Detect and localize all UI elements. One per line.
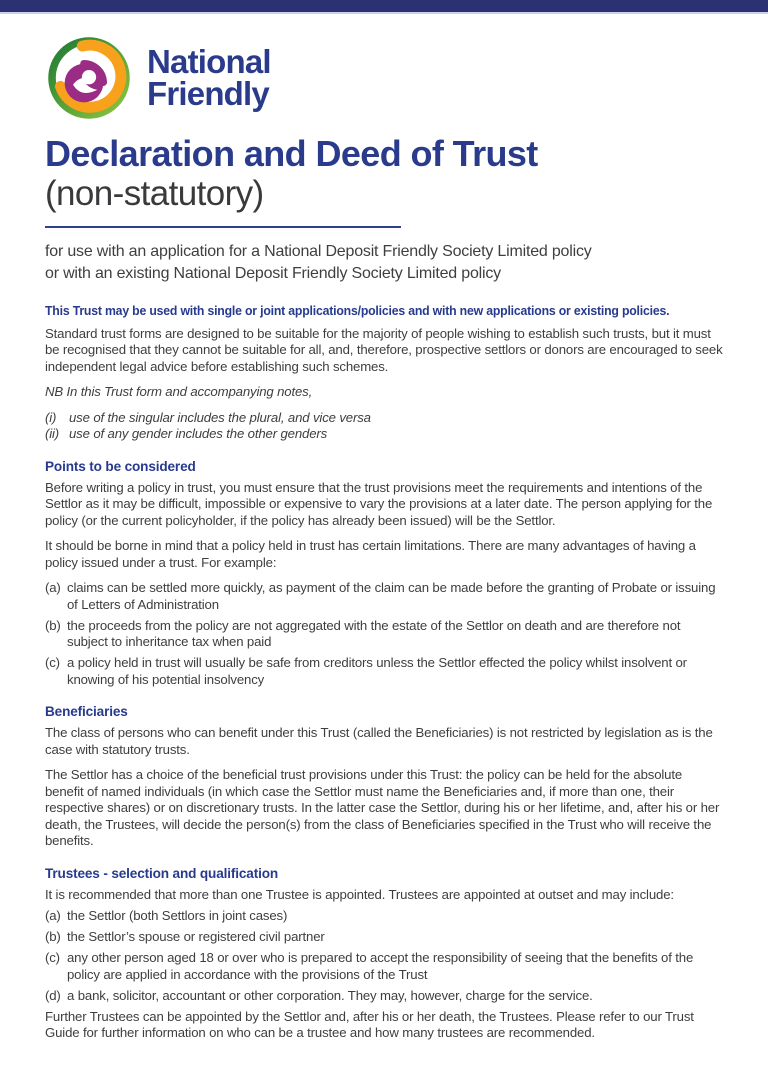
intro-paragraph: Standard trust forms are designed to be suitable for the majority of people wishing to establish such trusts, but it must be recognised that they cannot be suitable for all, and, therefore, prospective settlors or donors are encouraged to seek independent legal advice before establishing such schemes.	[45, 325, 723, 374]
trustees-item-d	[45, 988, 723, 1005]
national-friendly-swirl-icon	[47, 36, 131, 120]
points-item-c-label: (c)	[45, 655, 60, 671]
trustees-item-c	[45, 950, 723, 983]
nb-item-i	[45, 410, 723, 427]
points-paragraph-1: Before writing a policy in trust, you must ensure that the trust provisions meet the requirements and intentions of the Settlor as it may be difficult, impossible or expensive to vary the provisions at a later date. The person applying for the policy (or the current policyholder, if the policy has already been issued) will be the Settlor.	[45, 479, 713, 528]
section-heading-beneficiaries: Beneficiaries	[45, 704, 128, 720]
trustees-item-c-text: any other person aged 18 or over who is prepared to accept the responsibility of seeing that the benefits of the policy are applied in accordance with the provisions of the Trust	[67, 950, 694, 982]
title-divider	[45, 226, 401, 228]
points-item-c	[45, 655, 723, 688]
trustees-item-b-text: the Settlor’s spouse or registered civil partner	[67, 929, 325, 945]
nb-item-i-text: use of the singular includes the plural, and vice versa	[69, 409, 371, 425]
document-subtitle	[45, 241, 723, 286]
points-item-a-text: claims can be settled more quickly, as payment of the claim can be made before the granting of Probate or issuing of Letters of Administration	[67, 580, 716, 612]
document-content	[0, 14, 768, 1042]
brand-name	[147, 42, 271, 112]
points-item-a-label: (a)	[45, 580, 61, 596]
nb-item-i-label: (i)	[45, 409, 57, 425]
beneficiaries-paragraph-2: The Settlor has a choice of the beneficial trust provisions under this Trust: the policy can be held for the absolute benefit of named individuals (in which case the Settlor must name the Beneficiaries and, if more than one, their respective shares) or on discretionary trusts. In the latter case the Settlor, during his or her lifetime, and, after his or her death, the Trustees, will decide the person(s) from the class of Beneficiaries specified in the Trust who will receive the benefits.	[45, 767, 720, 849]
section-heading-trustees: Trustees - selection and qualification	[45, 865, 279, 881]
trustees-item-b	[45, 929, 723, 946]
brand-logo	[47, 36, 723, 120]
points-item-b-text: the proceeds from the policy are not aggregated with the estate of the Settlor on death and are therefore not subject to inheritance tax when paid	[67, 617, 681, 650]
trustees-item-a	[45, 908, 723, 925]
page-title: Declaration and Deed of Trust	[45, 133, 538, 174]
nb-note	[45, 384, 723, 443]
page-title-qualifier: (non-statutory)	[45, 173, 264, 213]
beneficiaries-paragraph-1: The class of persons who can benefit under this Trust (called the Beneficiaries) is not restricted by legislation as is the case with statutory trusts.	[45, 725, 713, 757]
section-heading-points: Points to be considered	[45, 458, 196, 474]
trustees-item-a-text: the Settlor (both Settlors in joint cases)	[67, 908, 288, 924]
trustees-item-b-label: (b)	[45, 929, 61, 945]
trustees-item-d-label: (d)	[45, 987, 61, 1003]
points-item-a	[45, 580, 723, 613]
points-item-b	[45, 618, 723, 651]
points-paragraph-2: It should be borne in mind that a policy held in trust has certain limitations. There are many advantages of having a policy issued under a trust. For example:	[45, 538, 696, 570]
points-item-b-label: (b)	[45, 617, 61, 633]
trustees-item-a-label: (a)	[45, 908, 61, 924]
trustees-item-d-text: a bank, solicitor, accountant or other corporation. They may, however, charge for the service.	[67, 987, 593, 1003]
nb-item-ii-text: use of any gender includes the other genders	[69, 426, 328, 442]
trustees-paragraph-1: It is recommended that more than one Trustee is appointed. Trustees are appointed at outset and may include:	[45, 886, 674, 902]
intro-lead: This Trust may be used with single or joint applications/policies and with new applications or existing policies.	[45, 302, 670, 318]
nb-line: NB In this Trust form and accompanying notes,	[45, 384, 313, 400]
brand-name-line2: Friendly	[147, 75, 269, 112]
subtitle-line1: for use with an application for a National Deposit Friendly Society Limited policy	[45, 242, 592, 260]
nb-item-ii-label: (ii)	[45, 426, 60, 442]
points-item-c-text: a policy held in trust will usually be safe from creditors unless the Settlor effected the policy whilst insolvent or knowing of his potential insolvency	[67, 655, 687, 687]
trustees-item-c-label: (c)	[45, 950, 60, 966]
trustees-paragraph-2: Further Trustees can be appointed by the Settlor and, after his or her death, the Trustees. Please refer to our Trust Guide for further information on who can be a trustee and how many trustees are recommended.	[45, 1008, 694, 1041]
top-accent-bar	[0, 0, 768, 14]
brand-name-line1: National	[147, 42, 271, 80]
nb-item-ii	[45, 426, 723, 443]
subtitle-line2: or with an existing National Deposit Friendly Society Limited policy	[45, 265, 501, 283]
